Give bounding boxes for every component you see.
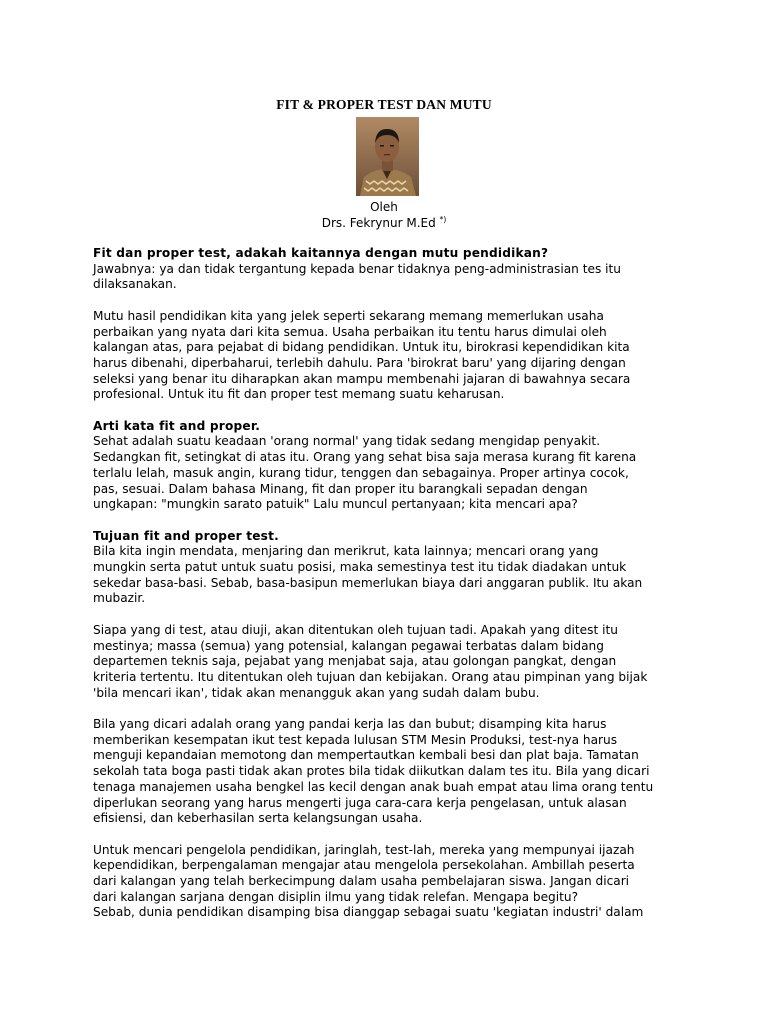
- paragraph-line: Sedangkan fit, setingkat di atas itu. Orang yang sehat bisa saja merasa kurang fit karena: [93, 450, 637, 465]
- section-paragraph: [93, 843, 693, 922]
- section-paragraph-first: [93, 529, 693, 608]
- paragraph-line: Bila yang dicari adalah orang yang pandai kerja las dan bubut; disamping kita harus: [93, 717, 607, 732]
- paragraph-line: Untuk mencari pengelola pendidikan, jaringlah, test-lah, mereka yang mempunyai ijazah: [93, 842, 635, 857]
- paragraph-line: memberikan kesempatan ikut test kepada lulusan STM Mesin Produksi, test-nya harus: [93, 732, 618, 747]
- paragraph-line: terlalu lelah, masuk angin, kurang tidur, tenggen dan sebagainya. Proper artinya cocok,: [93, 465, 629, 480]
- paragraph-line: perbaikan yang nyata dari kita semua. Usaha perbaikan itu tentu harus dimulai oleh: [93, 324, 607, 339]
- section-paragraph: [93, 309, 693, 403]
- document-title: FIT & PROPER TEST DAN MUTU: [276, 97, 492, 112]
- footnote-mark: *): [439, 215, 447, 224]
- paragraph-line: 'bila mencari ikan', tidak akan menangguk akan yang sudah dalam bubu.: [93, 685, 540, 700]
- paragraph-line: Bila kita ingin mendata, menjaring dan merikrut, kata lainnya; mencari orang yang: [93, 544, 599, 559]
- section-heading: Arti kata fit and proper.: [93, 418, 261, 433]
- paragraph-line: Siapa yang di test, atau diuji, akan ditentukan oleh tujuan tadi. Apakah yang ditest itu: [93, 622, 618, 637]
- section-paragraph: [93, 717, 693, 827]
- paragraph-line: kalangan atas, para pejabat di bidang pendidikan. Untuk itu, birokrasi kependidikan kita: [93, 340, 630, 355]
- paragraph-line: kriteria tertentu. Itu ditentukan oleh tujuan dan kebijakan. Orang atau pimpinan yang bijak: [93, 669, 648, 684]
- section-paragraph-first: [93, 246, 693, 293]
- paragraph-line: dari kalangan yang telah berkecimpung dalam usaha pembelajaran siswa. Jangan dicari: [93, 874, 630, 889]
- paragraph-line: ungkapan: "mungkin sarato patuik" Lalu muncul pertanyaan; kita mencari apa?: [93, 497, 578, 512]
- paragraph-line: Sehat adalah suatu keadaan 'orang normal' yang tidak sedang mengidap penyakit.: [93, 434, 601, 449]
- paragraph-line: Sebab, dunia pendidikan disamping bisa dianggap sebagai suatu 'kegiatan industri' dalam: [93, 905, 644, 920]
- paragraph-line: Mutu hasil pendidikan kita yang jelek seperti sekarang memang memerlukan usaha: [93, 308, 604, 323]
- paragraph-line: profesional. Untuk itu fit dan proper test memang suatu keharusan.: [93, 387, 505, 402]
- paragraph-line: harus dibenahi, diperbaharui, terlebih dahulu. Para 'birokrat baru' yang dijaring dengan: [93, 355, 626, 370]
- section-heading: Tujuan fit and proper test.: [93, 528, 279, 543]
- paragraph-line: mubazir.: [93, 591, 146, 606]
- author-photo: [356, 117, 419, 196]
- paragraph-line: diperlukan seorang yang harus mengerti juga cara-cara kerja pengelasan, untuk alasan: [93, 795, 627, 810]
- byline-author-line: [93, 215, 675, 231]
- section-paragraph: [93, 623, 693, 702]
- paragraph-line: mestinya; massa (semua) yang potensial, kalangan pegawai terbatas dalam bidang: [93, 638, 604, 653]
- paragraph-line: seleksi yang benar itu diharapkan akan mampu membenahi jajaran di bawahnya secara: [93, 371, 631, 386]
- byline-author: Drs. Fekrynur M.Ed: [321, 216, 436, 230]
- document-body: [93, 246, 693, 937]
- paragraph-line: dari kalangan sarjana dengan disiplin ilmu yang tidak relefan. Mengapa begitu?: [93, 889, 579, 904]
- paragraph-line: Jawabnya: ya dan tidak tergantung kepada benar tidaknya peng-administrasian tes itu: [93, 261, 621, 276]
- paragraph-line: mungkin serta patut untuk suatu posisi, maka semestinya test itu tidak diadakan untuk: [93, 560, 627, 575]
- paragraph-line: pas, sesuai. Dalam bahasa Minang, fit dan proper itu barangkali sepadan dengan: [93, 481, 588, 496]
- paragraph-line: tenaga manajemen usaha bengkel las kecil dengan anak buah empat atau lima orang tentu: [93, 779, 654, 794]
- byline-oleh: Oleh: [370, 200, 398, 214]
- paragraph-line: sekedar basa-basi. Sebab, basa-basipun memerlukan biaya dari anggaran publik. Itu akan: [93, 575, 643, 590]
- paragraph-line: departemen teknis saja, pejabat yang menjabat saja, atau golongan pangkat, dengan: [93, 654, 617, 669]
- byline: [93, 199, 675, 231]
- section-heading: Fit dan proper test, adakah kaitannya dengan mutu pendidikan?: [93, 246, 549, 260]
- paragraph-line: sekolah tata boga pasti tidak akan protes bila tidak diikutkan dalam tes itu. Bila yang dicari: [93, 764, 650, 779]
- paragraph-line: efisiensi, dan keberhasilan serta kelangsungan usaha.: [93, 811, 423, 826]
- paragraph-line: menguji kepandaian memotong dan mempertautkan kembali besi dan plat baja. Tamatan: [93, 748, 639, 763]
- paragraph-line: kependidikan, berpengalaman mengajar atau mengelola persekolahan. Ambillah peserta: [93, 858, 635, 873]
- section-paragraph-first: [93, 419, 693, 513]
- paragraph-line: dilaksanakan.: [93, 277, 177, 292]
